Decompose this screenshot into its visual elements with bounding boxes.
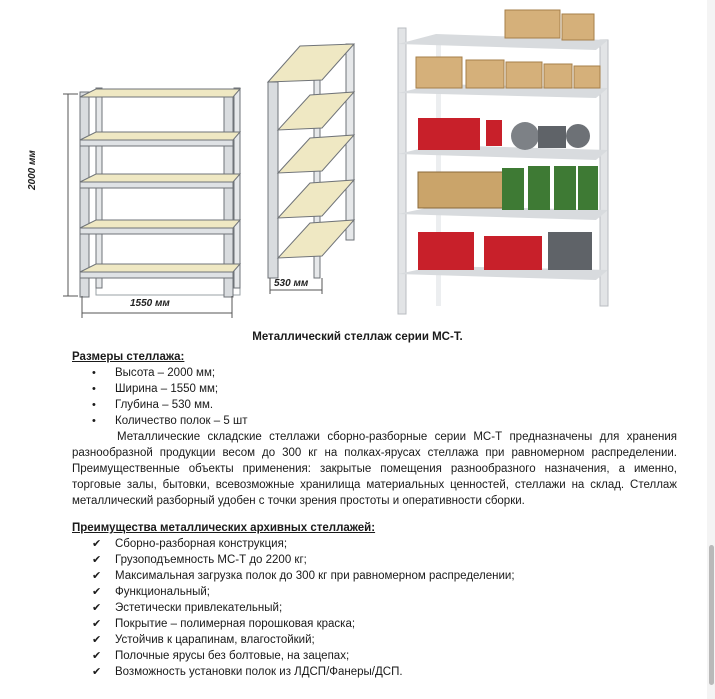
- bullet-icon: •: [92, 399, 96, 411]
- list-item: ✔ Покрытие – полимерная порошковая краска;: [92, 618, 356, 630]
- list-item: • Высота – 2000 мм;: [92, 367, 216, 379]
- check-icon: ✔: [92, 602, 102, 614]
- check-icon: ✔: [92, 570, 102, 582]
- advantages-title: Преимущества металлических архивных стеллажей:: [72, 522, 376, 534]
- dimensions-title: Размеры стеллажа:: [72, 351, 185, 363]
- bullet-icon: •: [92, 383, 96, 395]
- check-icon: ✔: [92, 666, 102, 678]
- figure-caption: Металлический стеллаж серии МС-Т.: [252, 331, 463, 343]
- list-item: ✔ Эстетически привлекательный;: [92, 602, 283, 614]
- check-icon: ✔: [92, 618, 102, 630]
- list-item: ✔ Возможность установки полок из ЛДСП/Фанеры/ДСП.: [92, 666, 403, 678]
- list-item: ✔ Сборно-разборная конструкция;: [92, 538, 288, 550]
- list-item: • Глубина – 530 мм.: [92, 399, 214, 411]
- front-view-rack: [80, 88, 240, 297]
- depth-dimension-label: 530 мм: [274, 278, 309, 289]
- check-icon: ✔: [92, 634, 102, 646]
- check-icon: ✔: [92, 650, 102, 662]
- bullet-icon: •: [92, 415, 96, 427]
- side-view-rack: [268, 44, 354, 278]
- check-icon: ✔: [92, 538, 102, 550]
- height-dimension-label: 2000 мм: [27, 150, 38, 190]
- bullet-icon: •: [92, 367, 96, 379]
- loaded-rack-photo: [398, 10, 608, 314]
- height-dimension-line: [63, 94, 78, 296]
- width-dimension-label: 1550 мм: [130, 298, 170, 309]
- check-icon: ✔: [92, 554, 102, 566]
- scrollbar-thumb[interactable]: [709, 545, 714, 685]
- list-item: • Количество полок – 5 шт: [92, 415, 248, 427]
- list-item: ✔ Полочные ярусы без болтовые, на зацепах;: [92, 650, 350, 662]
- list-item: ✔ Устойчив к царапинам, влагостойкий;: [92, 634, 315, 646]
- advantages-list: [72, 536, 677, 680]
- description-paragraph: Металлические складские стеллажи сборно-разборные серии МС-Т предназначены для хранения разнообразной продукции весом до 300 кг на полках-ярусах стеллажа при равномерном распределении. Преимущественные объекты применения: закрытые помещения разнообразного назначения, а именно, торговые залы, бытовки, всевозможные хранилища материальных ценностей, стеллажи на склад. Стеллаж металлический разборный удобен с точки зрения простоты и оперативности сборки.: [72, 431, 677, 507]
- spacer: [72, 509, 677, 520]
- list-item: ✔ Максимальная загрузка полок до 300 кг при равномерном распределении;: [92, 570, 515, 582]
- list-item: ✔ Функциональный;: [92, 586, 210, 598]
- shelving-illustration: [0, 0, 715, 330]
- shelving-figure: [0, 0, 715, 330]
- dimensions-list: [72, 365, 677, 429]
- list-item: • Ширина – 1550 мм;: [92, 383, 219, 395]
- document-body: [72, 349, 677, 680]
- list-item: ✔ Грузоподъемность МС-Т до 2200 кг;: [92, 554, 307, 566]
- check-icon: ✔: [92, 586, 102, 598]
